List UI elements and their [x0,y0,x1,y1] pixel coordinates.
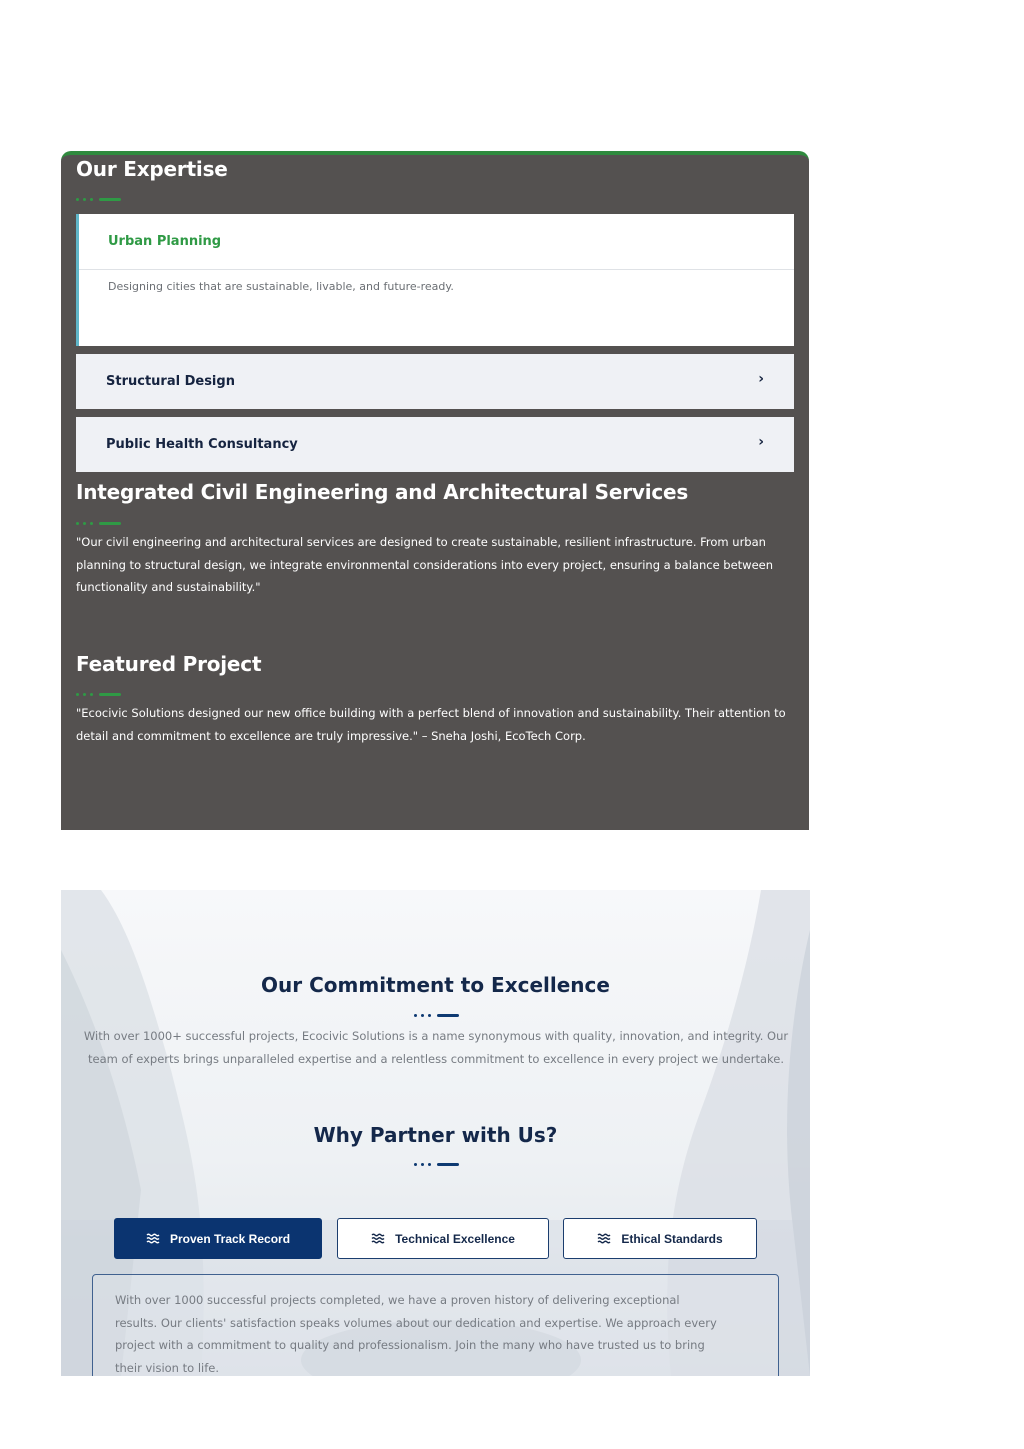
title-divider [414,1162,459,1166]
accordion-item-structural-design[interactable] [76,354,794,409]
commitment-section [61,890,810,1376]
title-divider [414,1013,459,1017]
waves-icon [597,1233,611,1244]
chevron-right-icon: › [758,370,764,387]
expertise-title: Our Expertise [76,157,228,181]
featured-title: Featured Project [76,652,262,676]
title-divider [76,197,121,201]
tab-label: Ethical Standards [621,1231,723,1246]
tab-proven-track-record[interactable] [114,1218,322,1259]
waves-icon [371,1233,385,1244]
commitment-title: Our Commitment to Excellence [261,973,610,997]
accordion-label: Structural Design [106,374,235,389]
chevron-right-icon: › [758,433,764,450]
tab-ethical-standards[interactable] [563,1218,757,1259]
accordion-label: Public Health Consultancy [106,437,298,452]
partner-title: Why Partner with Us? [313,1123,558,1147]
title-divider [76,692,121,696]
tab-technical-excellence[interactable] [337,1218,549,1259]
accordion-body-urban-planning: Designing cities that are sustainable, livable, and future-ready. [108,280,454,293]
title-divider [76,521,121,525]
commitment-text: With over 1000+ successful projects, Ecocivic Solutions is a name synonymous with quality, innovation, and integrity. Our team of experts brings unparalleled expertise and a relentless commitment to excellence in every project we undertake. [83,1029,789,1066]
waves-icon [146,1233,160,1244]
accordion-item-public-health[interactable] [76,417,794,472]
tab-label: Technical Excellence [395,1231,515,1246]
featured-quote: "Ecocivic Solutions designed our new office building with a perfect blend of innovation and sustainability. Their attention to detail and commitment to excellence are truly impressive." – Sneha Joshi, EcoTech Corp. [76,706,786,743]
accordion-header-urban-planning[interactable]: Urban Planning [79,214,794,270]
accordion-item-urban-planning [76,214,794,346]
expertise-section [61,151,809,830]
tab-label: Proven Track Record [169,1231,291,1246]
services-quote: "Our civil engineering and architectural services are designed to create sustainable, resilient infrastructure. From urban planning to structural design, we integrate environmental considerations into every project, ensuring a balance between functionality and sustainability." [76,535,774,594]
services-title: Integrated Civil Engineering and Architectural Services [76,480,689,504]
tab-content-text: With over 1000 successful projects completed, we have a proven history of delivering exceptional results. Our clients' satisfaction speaks volumes about our dedication and expertise. We approach every project with a commitment to quality and professionalism. Join the many who have trusted us to bring their vision to life. [115,1293,717,1375]
tab-content-panel [92,1274,779,1376]
